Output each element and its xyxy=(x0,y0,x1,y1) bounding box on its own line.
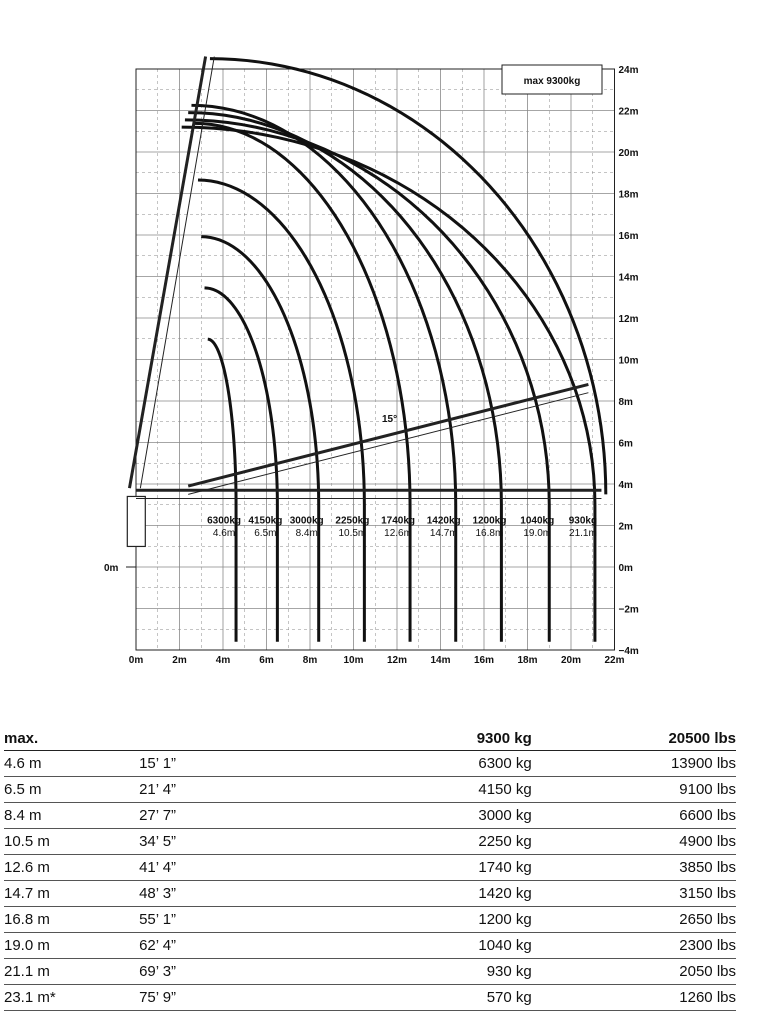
row-meters: 21.1 m xyxy=(4,959,139,985)
y-tick-label: −2m xyxy=(618,604,639,616)
y-tick-label: −4m xyxy=(618,646,639,657)
y-tick-label: 12m xyxy=(618,314,639,325)
table-row xyxy=(4,751,736,777)
x-tick-label: 14m xyxy=(430,655,451,666)
load-table xyxy=(4,726,736,1011)
boom-vertical xyxy=(129,57,205,489)
row-lbs: 4900 lbs xyxy=(532,829,736,855)
y-tick-label: 8m xyxy=(618,397,633,408)
header-kg: 9300 kg xyxy=(328,726,532,751)
capacity-reach-label: 14.7m xyxy=(429,527,458,539)
load-curve xyxy=(185,120,552,642)
x-tick-label: 0m xyxy=(128,655,144,666)
row-kg: 570 kg xyxy=(328,985,532,1011)
capacity-reach-label: 4.6m xyxy=(212,527,236,539)
row-feet: 48’ 3” xyxy=(139,881,327,907)
y-tick-label: 16m xyxy=(618,231,639,242)
y-tick-label: 18m xyxy=(618,189,639,201)
x-tick-label: 22m xyxy=(604,655,625,666)
crane-column xyxy=(127,496,145,546)
row-lbs: 3850 lbs xyxy=(532,855,736,881)
x-tick-label: 6m xyxy=(259,655,274,666)
x-tick-label: 4m xyxy=(215,655,231,666)
row-feet: 21’ 4” xyxy=(139,777,327,803)
axis-labels xyxy=(104,65,639,666)
row-lbs: 1260 lbs xyxy=(532,985,736,1011)
table-row xyxy=(4,803,736,829)
zero-label-left: 0m xyxy=(104,563,119,574)
y-tick-label: 20m xyxy=(618,148,639,159)
row-feet: 69’ 3” xyxy=(139,959,327,985)
capacity-kg-label: 1040kg xyxy=(520,515,555,527)
grid xyxy=(136,69,615,650)
table-row xyxy=(4,933,736,959)
row-kg: 6300 kg xyxy=(328,751,532,777)
y-tick-label: 0m xyxy=(618,563,633,574)
row-kg: 2250 kg xyxy=(328,829,532,855)
table-row xyxy=(4,777,736,803)
load-curves xyxy=(182,59,606,642)
y-tick-label: 14m xyxy=(618,272,639,284)
x-tick-label: 2m xyxy=(172,655,187,666)
table-row xyxy=(4,855,736,881)
capacity-kg-label: 930kg xyxy=(568,515,598,527)
row-meters: 4.6 m xyxy=(4,751,139,777)
capacity-reach-label: 19.0m xyxy=(523,527,552,539)
header-lbs: 20500 lbs xyxy=(532,726,736,751)
boom-angle-label: 15° xyxy=(382,414,398,425)
y-tick-label: 6m xyxy=(618,438,633,450)
capacity-reach-label: 10.5m xyxy=(338,527,367,539)
row-meters: 10.5 m xyxy=(4,829,139,855)
capacity-kg-label: 2250kg xyxy=(335,515,370,527)
row-lbs: 6600 lbs xyxy=(532,803,736,829)
load-curve xyxy=(201,237,318,642)
capacity-kg-label: 1420kg xyxy=(426,515,461,527)
max-capacity-label: max 9300kg xyxy=(523,76,581,87)
row-kg: 1740 kg xyxy=(328,855,532,881)
table-header-row xyxy=(4,726,736,751)
y-tick-label: 4m xyxy=(618,480,633,491)
capacity-reach-label: 21.1m xyxy=(569,527,597,539)
table-row xyxy=(4,907,736,933)
y-tick-label: 24m xyxy=(618,65,639,76)
row-feet: 15’ 1” xyxy=(139,751,327,777)
row-meters: 8.4 m xyxy=(4,803,139,829)
row-kg: 1200 kg xyxy=(328,907,532,933)
capacity-kg-label: 4150kg xyxy=(248,515,283,527)
row-kg: 1040 kg xyxy=(328,933,532,959)
row-meters: 6.5 m xyxy=(4,777,139,803)
row-feet: 27’ 7” xyxy=(139,803,327,829)
row-meters: 16.8 m xyxy=(4,907,139,933)
row-lbs: 2300 lbs xyxy=(532,933,736,959)
row-kg: 3000 kg xyxy=(328,803,532,829)
x-tick-label: 16m xyxy=(473,655,495,666)
row-meters: 14.7 m xyxy=(4,881,139,907)
y-tick-label: 22m xyxy=(618,106,639,118)
x-tick-label: 12m xyxy=(386,655,408,666)
boom-vertical-edge xyxy=(140,57,214,489)
table-row xyxy=(4,881,736,907)
row-lbs: 2050 lbs xyxy=(532,959,736,985)
x-tick-label: 18m xyxy=(517,655,538,666)
x-tick-label: 10m xyxy=(343,655,364,666)
row-lbs: 13900 lbs xyxy=(532,751,736,777)
header-max: max. xyxy=(4,726,139,751)
header-feet xyxy=(139,726,327,751)
row-feet: 55’ 1” xyxy=(139,907,327,933)
row-feet: 75’ 9” xyxy=(139,985,327,1011)
row-kg: 4150 kg xyxy=(328,777,532,803)
capacity-reach-label: 16.8m xyxy=(475,527,504,539)
row-feet: 41’ 4” xyxy=(139,855,327,881)
capacity-reach-label: 12.6m xyxy=(384,527,412,539)
capacity-kg-label: 3000kg xyxy=(289,515,324,527)
row-meters: 12.6 m xyxy=(4,855,139,881)
row-meters: 19.0 m xyxy=(4,933,139,959)
row-feet: 34’ 5” xyxy=(139,829,327,855)
row-lbs: 2650 lbs xyxy=(532,907,736,933)
capacity-reach-label: 6.5m xyxy=(254,527,277,539)
boom-15deg xyxy=(188,384,588,486)
x-tick-label: 20m xyxy=(560,655,582,666)
table-row xyxy=(4,985,736,1011)
capacity-reach-label: 8.4m xyxy=(295,527,318,539)
table-row xyxy=(4,829,736,855)
capacity-kg-label: 6300kg xyxy=(207,515,242,527)
x-tick-label: 8m xyxy=(302,655,318,666)
y-tick-label: 2m xyxy=(618,521,633,533)
row-meters: 23.1 m* xyxy=(4,985,139,1011)
boom-15deg-edge xyxy=(188,393,588,495)
row-lbs: 3150 lbs xyxy=(532,881,736,907)
row-kg: 930 kg xyxy=(328,959,532,985)
capacity-kg-label: 1200kg xyxy=(472,515,507,527)
table-row xyxy=(4,959,736,985)
y-tick-label: 10m xyxy=(618,355,639,367)
capacity-kg-label: 1740kg xyxy=(381,515,416,527)
row-kg: 1420 kg xyxy=(328,881,532,907)
row-feet: 62’ 4” xyxy=(139,933,327,959)
row-lbs: 9100 lbs xyxy=(532,777,736,803)
